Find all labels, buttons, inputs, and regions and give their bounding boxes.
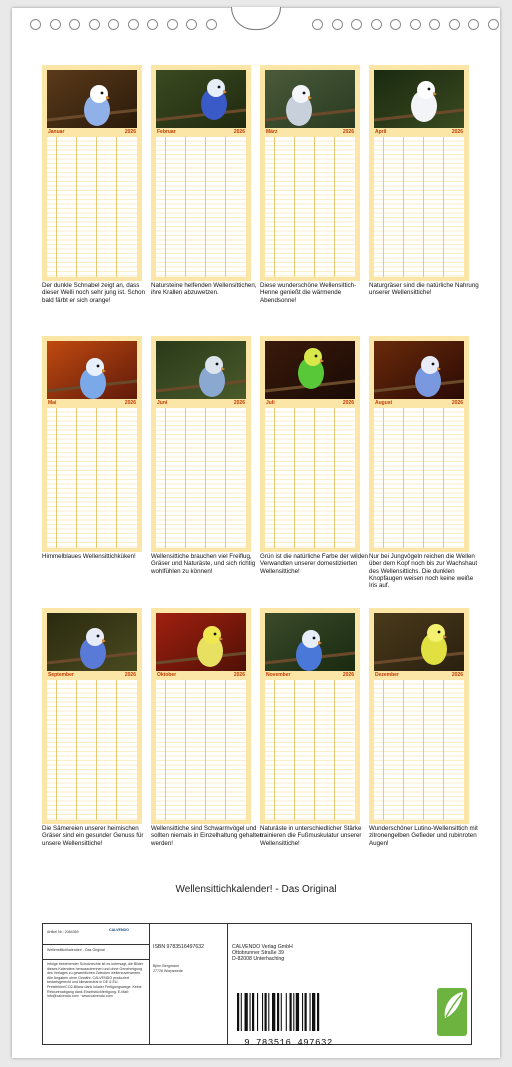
publisher-line-3: D-82008 Unterhaching <box>232 956 285 962</box>
budgie-photo-art <box>47 613 137 671</box>
article-number: Artikel Nr.: 2084369 <box>47 930 79 934</box>
month-year: 2026 <box>124 129 136 135</box>
binding-hole <box>89 19 100 30</box>
imprint-left-column <box>43 924 150 1044</box>
calendar-title: Wellensittichkalender! - Das Original <box>175 884 337 895</box>
month-frame <box>260 65 360 281</box>
budgie-photo-art <box>374 613 464 671</box>
month-photo <box>47 613 137 671</box>
month-photo <box>374 70 464 128</box>
month-name: Juni <box>157 400 168 406</box>
month-header <box>374 129 464 137</box>
budgie-photo-art <box>374 70 464 128</box>
binding-hole <box>147 19 158 30</box>
month-frame <box>42 65 142 281</box>
barcode-bar <box>257 993 258 1031</box>
month-frame <box>260 608 360 824</box>
binding-hole <box>206 19 217 30</box>
month-photo <box>156 70 246 128</box>
month-header <box>265 672 355 680</box>
month-name: Juli <box>266 400 275 406</box>
month-frame <box>151 608 251 824</box>
author-name: Björn Bergmann <box>153 964 179 968</box>
month-caption: Naturgräser sind die natürliche Nahrung unserer Wellensittiche! <box>369 282 479 297</box>
barcode-bar <box>277 993 279 1031</box>
barcode-bar <box>281 993 282 1031</box>
leaf-icon <box>437 988 467 1022</box>
barcode-bar <box>305 993 307 1031</box>
month-header <box>374 672 464 680</box>
month-name: November <box>266 672 291 678</box>
eco-text: eco <box>475 1026 489 1033</box>
barcode-bar <box>241 993 242 1031</box>
month-caption: Grün ist die natürliche Farbe der wilden Verwandten unserer domestizierten Wellensittiche! <box>260 553 368 575</box>
month-caption: Natursteine helfenden Wellensittichen, ihre Krallen abzuwetzen. <box>151 282 257 297</box>
month-caption: Wellensittiche brauchen viel Freiflug, Gräser und Naturäste, und sich richtig wohlfühlen zu können! <box>151 553 256 575</box>
month-name: Dezember <box>375 672 399 678</box>
month-header <box>156 672 246 680</box>
divider <box>43 959 149 960</box>
calvendo-logo: CALVENDO <box>109 928 129 932</box>
barcode-digits: 9 783516 497632 <box>244 1038 333 1048</box>
barcode-bars <box>231 991 346 1033</box>
planner-grid <box>47 137 137 277</box>
budgie-photo-art <box>265 70 355 128</box>
product-title: Wellensittichkalender! - Das Original <box>47 948 105 952</box>
budgie-photo-art <box>265 341 355 399</box>
month-name: September <box>48 672 74 678</box>
divider <box>43 944 149 945</box>
budgie-photo-art <box>47 70 137 128</box>
month-frame <box>369 65 469 281</box>
month-name: Januar <box>48 129 65 135</box>
planner-grid <box>265 137 355 277</box>
binding-hole <box>390 19 401 30</box>
month-frame <box>260 336 360 552</box>
planner-grid <box>47 680 137 820</box>
binding-hole <box>128 19 139 30</box>
month-year: 2026 <box>342 400 354 406</box>
barcode-bar <box>296 993 299 1031</box>
planner-grid <box>156 137 246 277</box>
barcode-bar <box>252 993 254 1031</box>
month-year: 2026 <box>124 672 136 678</box>
budgie-photo-art <box>374 341 464 399</box>
legal-text: Infolge bestehender Schutzrechte ist es untersagt, die Bilder dieses Kalenders herauszutrennen und ohne Genehmigung des Verlages zu gewerblichen Zwecken weiterzuverwerten. Alle Angaben ohne Gewähr. CALVENDO produziert bedarfsgerecht und klimaneutral in DE & EU. Preisfehler/CO2-Bilanz dank lokaler Fertigungswege. Keine Retourenabgang dank Einzelstückfertigung. E-Mail: info@calvendo.com · www.calvendo.com <box>47 962 144 999</box>
barcode-bar <box>250 993 251 1031</box>
binding-hole <box>468 19 479 30</box>
month-photo <box>265 341 355 399</box>
month-year: 2026 <box>451 400 463 406</box>
month-photo <box>47 70 137 128</box>
month-name: Mai <box>48 400 57 406</box>
barcode-bar <box>312 993 315 1031</box>
publisher-line-1: CALVENDO Verlag GmbH <box>232 944 293 950</box>
month-frame <box>151 336 251 552</box>
month-caption: Naturäste in unterschiedlicher Stärke trainieren die Fußmuskulatur unserer Wellensittiche! <box>260 825 362 847</box>
month-caption: Diese wunderschöne Wellensittich-Henne genießt die wärmende Abendsonne! <box>260 282 357 304</box>
budgie-photo-art <box>265 613 355 671</box>
month-header <box>156 129 246 137</box>
barcode-bar <box>262 993 263 1031</box>
barcode-bar <box>310 993 311 1031</box>
month-name: Oktober <box>157 672 177 678</box>
binding-hole <box>488 19 499 30</box>
month-year: 2026 <box>451 672 463 678</box>
month-photo <box>156 341 246 399</box>
binding-hole <box>108 19 119 30</box>
calendar-page <box>12 8 500 1058</box>
month-frame <box>369 608 469 824</box>
month-year: 2026 <box>342 129 354 135</box>
barcode-bar <box>272 993 275 1031</box>
planner-grid <box>374 680 464 820</box>
month-caption: Wunderschöner Lutino-Wellensittich mit zitronengelben Gefieder und rubinroten Augen! <box>369 825 478 847</box>
budgie-photo-art <box>156 341 246 399</box>
month-header <box>374 400 464 408</box>
isbn: ISBN 9783516497632 <box>153 944 205 950</box>
month-header <box>47 400 137 408</box>
barcode-bar <box>290 993 292 1031</box>
imprint-box <box>42 923 489 1048</box>
barcode <box>231 991 346 1048</box>
eco-label <box>437 988 489 1036</box>
binding-hole <box>332 19 343 30</box>
month-caption: Der dunkle Schnabel zeigt an, dass dieser Welli noch sehr jung ist. Schon bald färbt er sich orange! <box>42 282 146 304</box>
month-header <box>47 129 137 137</box>
month-year: 2026 <box>124 400 136 406</box>
publisher-line-2: Ottobrunner Straße 39 <box>232 950 284 956</box>
imprint-middle-column <box>150 924 228 1044</box>
planner-grid <box>374 408 464 548</box>
month-caption: Himmelblaues Wellensittichküken! <box>42 553 136 560</box>
month-header <box>265 129 355 137</box>
month-name: März <box>266 129 278 135</box>
binding-hole <box>50 19 61 30</box>
barcode-bar <box>245 993 248 1031</box>
binding-hole <box>429 19 440 30</box>
barcode-bar <box>302 993 303 1031</box>
planner-grid <box>265 680 355 820</box>
month-header <box>156 400 246 408</box>
month-photo <box>374 613 464 671</box>
month-frame <box>151 65 251 281</box>
month-caption: Nur bei Jungvögeln reichen die Wellen über dem Kopf noch bis zur Wachshaut des Wellensittichs. Die dunklen Knopfaugen weisen noch keine weiße Iris auf. <box>369 553 478 590</box>
barcode-bar <box>317 993 319 1031</box>
planner-grid <box>47 408 137 548</box>
budgie-photo-art <box>156 613 246 671</box>
month-frame <box>42 608 142 824</box>
binding-hole <box>410 19 421 30</box>
month-year: 2026 <box>451 129 463 135</box>
binding-hole <box>167 19 178 30</box>
month-caption: Wellensittiche sind Schwarmvögel und sollten niemals in Einzelhaltung gehalten werden! <box>151 825 263 847</box>
planner-grid <box>265 408 355 548</box>
month-caption: Die Sämereien unserer heimischen Gräser sind ein gesunder Genuss für unsere Wellensittiche! <box>42 825 144 847</box>
barcode-bar <box>237 993 239 1031</box>
month-photo <box>156 613 246 671</box>
budgie-photo-art <box>47 341 137 399</box>
month-frame <box>369 336 469 552</box>
barcode-bar <box>286 993 287 1031</box>
binding-hole <box>351 19 362 30</box>
month-name: April <box>375 129 387 135</box>
planner-grid <box>156 408 246 548</box>
author-city: 27726 Worpswede <box>153 969 183 973</box>
barcode-bar <box>268 993 269 1031</box>
month-name: Februar <box>157 129 176 135</box>
binding-hole <box>186 19 197 30</box>
month-header <box>47 672 137 680</box>
month-year: 2026 <box>233 129 245 135</box>
binding-hole <box>371 19 382 30</box>
barcode-bar <box>265 993 267 1031</box>
month-photo <box>265 70 355 128</box>
planner-grid <box>374 137 464 277</box>
month-year: 2026 <box>342 672 354 678</box>
budgie-photo-art <box>156 70 246 128</box>
month-year: 2026 <box>233 400 245 406</box>
binding-hole <box>449 19 460 30</box>
month-photo <box>374 341 464 399</box>
month-photo <box>265 613 355 671</box>
binding-hole <box>30 19 41 30</box>
month-frame <box>42 336 142 552</box>
month-photo <box>47 341 137 399</box>
barcode-bar <box>293 993 294 1031</box>
binding-hole <box>312 19 323 30</box>
month-header <box>265 400 355 408</box>
binding-hole <box>69 19 80 30</box>
month-name: August <box>375 400 393 406</box>
planner-grid <box>156 680 246 820</box>
month-year: 2026 <box>233 672 245 678</box>
